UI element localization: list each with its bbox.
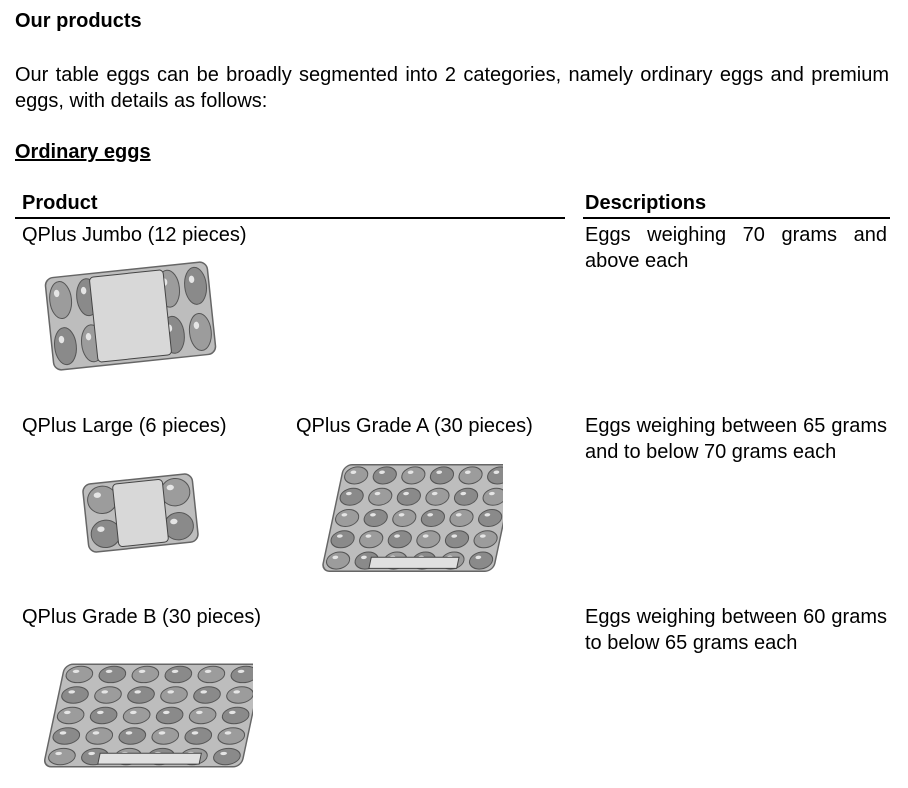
descriptions-header-rule: [583, 217, 890, 219]
large-egg-pack-image: [78, 468, 203, 558]
tray-label: [369, 557, 459, 568]
product-name-grade-a: QPlus Grade A (30 pieces): [296, 415, 533, 437]
product-name-large: QPlus Large (6 pieces): [22, 415, 227, 437]
intro-paragraph: Our table eggs can be broadly segmented into 2 categories, namely ordinary eggs and premium eggs, with details as follows:: [15, 64, 889, 112]
descriptions-column-header: Descriptions: [585, 192, 707, 214]
jumbo-egg-pack-image: [38, 255, 223, 377]
product-header-rule: [15, 217, 565, 219]
section-subheading: Ordinary eggs: [15, 141, 151, 163]
description-large-grade-a: Eggs weighing between 65 grams and to below 70 grams each: [585, 415, 887, 463]
grade-b-egg-tray-image: [28, 648, 253, 783]
product-name-jumbo: QPlus Jumbo (12 pieces): [22, 224, 247, 246]
tray-label: [98, 753, 202, 764]
description-grade-b: Eggs weighing between 60 grams to below 65 grams each: [585, 606, 887, 654]
pack-label: [112, 479, 168, 547]
product-name-grade-b: QPlus Grade B (30 pieces): [22, 606, 261, 628]
product-column-header: Product: [22, 192, 98, 214]
grade-a-egg-tray-image: [308, 448, 503, 588]
page-heading: Our products: [15, 10, 142, 32]
description-jumbo: Eggs weighing 70 grams and above each: [585, 224, 887, 272]
pack-label: [89, 270, 172, 363]
